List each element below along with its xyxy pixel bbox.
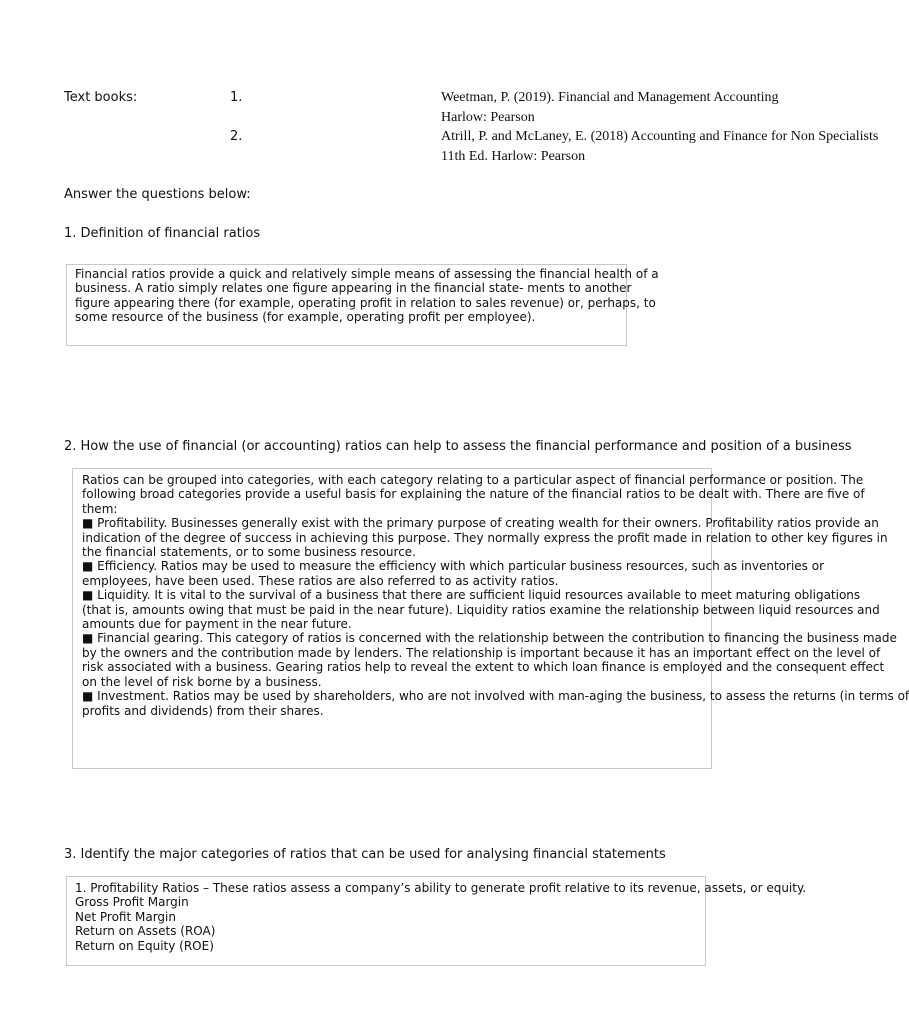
- textbook-number-2: 2.: [230, 129, 243, 144]
- answer-line: business. A ratio simply relates one figure appearing in the financial state- ments to another: [75, 281, 632, 296]
- answer-line: ■ Profitability. Businesses generally exist with the primary purpose of creating wealth for their owners. Profitability ratios provide an: [82, 516, 879, 531]
- instruction-text: Answer the questions below:: [64, 187, 251, 202]
- answer-line: on the level of risk borne by a business.: [82, 674, 322, 689]
- textbook-2-line2: 11th Ed. Harlow: Pearson: [441, 149, 586, 164]
- answer-line: them:: [82, 501, 118, 516]
- question-3-heading: 3. Identify the major categories of ratios that can be used for analysing financial statements: [64, 847, 666, 862]
- answer-line: ■ Efficiency. Ratios may be used to measure the efficiency with which particular business resources, such as inventories or: [82, 559, 825, 574]
- textbook-1-line1: Weetman, P. (2019). Financial and Management Accounting: [441, 90, 779, 105]
- textbook-1-line2: Harlow: Pearson: [441, 110, 535, 125]
- answer-line: Ratios can be grouped into categories, with each category relating to a particular aspect of financial performance or position. The: [82, 473, 864, 487]
- answer-line: some resource of the business (for example, operating profit per employee).: [75, 310, 536, 325]
- answer-line: (that is, amounts owing that must be paid in the near future). Liquidity ratios examine the relationship between liquid resources and: [82, 602, 880, 617]
- answer-line: indication of the degree of success in achieving this purpose. They normally express the profit made in relation to other key figures in: [82, 530, 888, 545]
- answer-line: following broad categories provide a useful basis for explaining the nature of the financial ratios to be dealt with. There are five of: [82, 487, 865, 502]
- answer-line: Return on Equity (ROE): [75, 938, 214, 953]
- textbook-number-1: 1.: [230, 90, 243, 105]
- question-1-heading: 1. Definition of financial ratios: [64, 226, 261, 241]
- question-2-answer-box[interactable]: [72, 468, 909, 769]
- question-1-answer-text: [75, 267, 659, 325]
- answer-line: ■ Liquidity. It is vital to the survival of a business that there are sufficient liquid resources available to meet maturing obligations: [82, 588, 861, 603]
- answer-line: 1. Profitability Ratios – These ratios assess a company’s ability to generate profit relative to its revenue, assets, or equity.: [75, 881, 807, 895]
- answer-line: Return on Assets (ROA): [75, 924, 216, 939]
- question-1-answer-box[interactable]: [66, 264, 659, 346]
- answer-line: ■ Investment. Ratios may be used by shareholders, who are not involved with man-aging the business, to assess the returns (in terms of: [82, 689, 909, 704]
- answer-line: amounts due for payment in the near future.: [82, 617, 352, 632]
- answer-line: employees, have been used. These ratios are also referred to as activity ratios.: [82, 573, 559, 588]
- answer-line: Financial ratios provide a quick and relatively simple means of assessing the financial health of a: [75, 267, 659, 281]
- textbook-2-line1: Atrill, P. and McLaney, E. (2018) Accounting and Finance for Non Specialists: [441, 129, 879, 144]
- answer-line: Gross Profit Margin: [75, 895, 189, 910]
- answer-line: ■ Financial gearing. This category of ratios is concerned with the relationship between the contribution to financing the business made: [82, 631, 897, 646]
- question-3-answer-box[interactable]: [66, 876, 807, 966]
- question-3-answer-text: [75, 881, 807, 953]
- question-2-answer-text: [82, 473, 909, 718]
- answer-line: risk associated with a business. Gearing ratios help to reveal the extent to which loan finance is employed and the consequent effect: [82, 660, 885, 675]
- answer-line: by the owners and the contribution made by lenders. The relationship is important because it has an important effect on the level of: [82, 645, 881, 660]
- answer-line: figure appearing there (for example, operating profit in relation to sales revenue) or, perhaps, to: [75, 295, 656, 310]
- answer-line: profits and dividends) from their shares.: [82, 703, 324, 718]
- answer-line: Net Profit Margin: [75, 909, 176, 924]
- question-2-heading: 2. How the use of financial (or accounting) ratios can help to assess the financial performance and position of a business: [64, 439, 852, 454]
- textbooks-label: Text books:: [64, 90, 138, 105]
- answer-line: the financial statements, or to some business resource.: [82, 545, 416, 560]
